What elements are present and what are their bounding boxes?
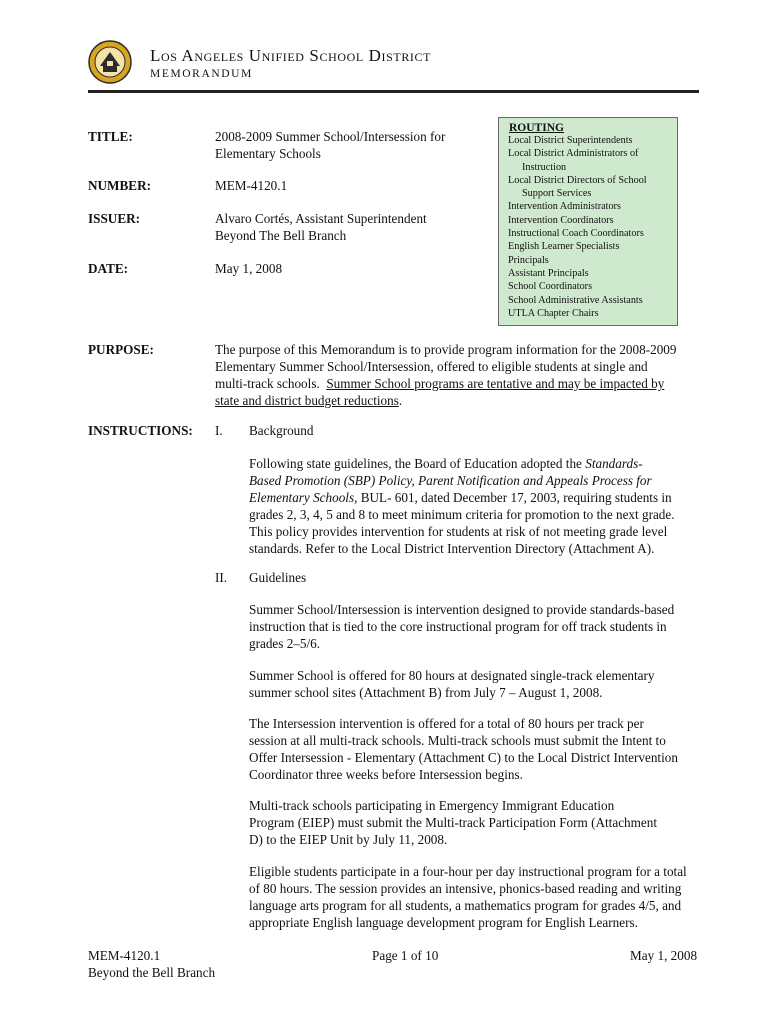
number-label: NUMBER: <box>88 178 152 193</box>
title-value <box>215 128 445 162</box>
text-line: of 80 hours. The session provides an intensive, phonics-based reading and writing <box>249 881 682 896</box>
purpose-label: PURPOSE: <box>88 342 154 357</box>
budget-notice-text: state and district budget reductions <box>215 393 399 408</box>
routing-item: Local District Administrators of <box>508 148 639 160</box>
text-line: standards. Refer to the Local District Intervention Directory (Attachment A). <box>249 541 655 556</box>
section-heading: Background <box>249 423 314 438</box>
text-line <box>249 472 709 489</box>
policy-title: Standards- <box>585 456 643 471</box>
routing-item: Principals <box>508 254 549 266</box>
text-line <box>249 455 709 472</box>
text-line: D) to the EIEP Unit by July 11, 2008. <box>249 832 448 847</box>
date-label: DATE: <box>88 261 129 276</box>
number-value: MEM-4120.1 <box>215 178 288 193</box>
routing-item: Instruction <box>522 161 567 173</box>
policy-title: Elementary Schools, <box>249 490 358 505</box>
issuer-value <box>215 210 427 244</box>
footer-doc-number: MEM-4120.1 <box>88 948 161 963</box>
section-number: II. <box>215 570 228 585</box>
district-title: Los Angeles Unified School District <box>150 46 432 65</box>
text-segment: . <box>398 393 403 408</box>
issuer-line: Beyond The Bell Branch <box>215 228 347 243</box>
routing-item: School Coordinators <box>508 281 593 293</box>
guidelines-paragraph <box>249 667 709 701</box>
routing-item: Instructional Coach Coordinators <box>508 228 644 240</box>
routing-item: Intervention Administrators <box>508 201 621 213</box>
text-line <box>249 489 709 506</box>
footer-page-number: Page 1 of 10 <box>372 948 439 963</box>
routing-item: Assistant Principals <box>508 267 589 279</box>
guidelines-paragraph <box>249 601 709 652</box>
guidelines-paragraph <box>249 797 709 848</box>
lausd-seal-icon <box>88 40 132 84</box>
text-line: The purpose of this Memorandum is to provide program information for the 2008-2009 <box>215 342 677 357</box>
text-line: Program (EIEP) must submit the Multi-track Participation Form (Attachment <box>249 815 658 830</box>
text-line: Summer School is offered for 80 hours at designated single-track elementary <box>249 668 655 683</box>
text-segment: multi-track schools. <box>215 376 327 391</box>
background-paragraph <box>249 455 709 557</box>
routing-item: Local District Directors of School <box>508 174 647 186</box>
text-line <box>215 392 705 409</box>
text-line: grades 2–5/6. <box>249 636 321 651</box>
text-segment: BUL- 601, dated December 17, 2003, requiring students in <box>357 490 672 505</box>
text-line: Multi-track schools participating in Emergency Immigrant Education <box>249 798 615 813</box>
budget-notice-text: Summer School programs are tentative and may be impacted by <box>326 376 665 391</box>
routing-box <box>498 117 678 326</box>
text-line: This policy provides intervention for students at risk of not meeting grade level <box>249 524 668 539</box>
routing-item: Intervention Coordinators <box>508 214 614 226</box>
routing-title: ROUTING <box>509 122 564 134</box>
footer-date: May 1, 2008 <box>630 948 698 963</box>
text-line: Coordinator three weeks before Intersession begins. <box>249 767 523 782</box>
title-label: TITLE: <box>88 129 133 144</box>
text-line: Elementary Summer School/Intersession, offered to eligible students at single and <box>215 359 648 374</box>
guidelines-paragraph <box>249 715 709 783</box>
text-line <box>215 375 705 392</box>
routing-item: School Administrative Assistants <box>508 294 643 306</box>
guidelines-paragraph <box>249 863 714 931</box>
title-line: Elementary Schools <box>215 146 321 161</box>
routing-item: UTLA Chapter Chairs <box>508 307 599 319</box>
header-divider <box>88 90 699 93</box>
issuer-line: Alvaro Cortés, Assistant Superintendent <box>215 211 427 226</box>
text-line: summer school sites (Attachment B) from July 7 – August 1, 2008. <box>249 685 603 700</box>
section-number: I. <box>215 423 223 438</box>
instructions-label: INSTRUCTIONS: <box>88 423 193 438</box>
title-line: 2008-2009 Summer School/Intersession for <box>215 129 446 144</box>
text-line: Summer School/Intersession is intervention designed to provide standards-based <box>249 602 675 617</box>
routing-item: Local District Superintendents <box>508 135 633 146</box>
text-line: instruction that is tied to the core instructional program for off track students in <box>249 619 667 634</box>
text-line: session at all multi-track schools. Multi-track schools must submit the Intent to <box>249 733 666 748</box>
routing-item: Support Services <box>522 188 592 200</box>
text-line: grades 2, 3, 4, 5 and 8 to meet minimum criteria for promotion to the next grade. <box>249 507 675 522</box>
purpose-paragraph <box>215 341 705 409</box>
footer-left <box>88 947 215 981</box>
footer-branch: Beyond the Bell Branch <box>88 965 216 980</box>
issuer-label: ISSUER: <box>88 211 141 226</box>
text-line: language arts program for all students, a mathematics program for grades 4/5, and <box>249 898 682 913</box>
text-line: Offer Intersession - Elementary (Attachment C) to the Local District Intervention <box>249 750 678 765</box>
section-heading: Guidelines <box>249 570 307 585</box>
policy-title: Based Promotion (SBP) Policy, Parent Notification and Appeals Process for <box>249 473 652 488</box>
text-line: Eligible students participate in a four-hour per day instructional program for a total <box>249 864 687 879</box>
text-segment: Following state guidelines, the Board of Education adopted the <box>249 456 586 471</box>
memorandum-label: MEMORANDUM <box>150 68 253 80</box>
text-line: The Intersession intervention is offered for a total of 80 hours per track per <box>249 716 644 731</box>
text-line: appropriate English language development program for English Learners. <box>249 915 638 930</box>
routing-item: English Learner Specialists <box>508 241 620 253</box>
date-value: May 1, 2008 <box>215 261 283 276</box>
